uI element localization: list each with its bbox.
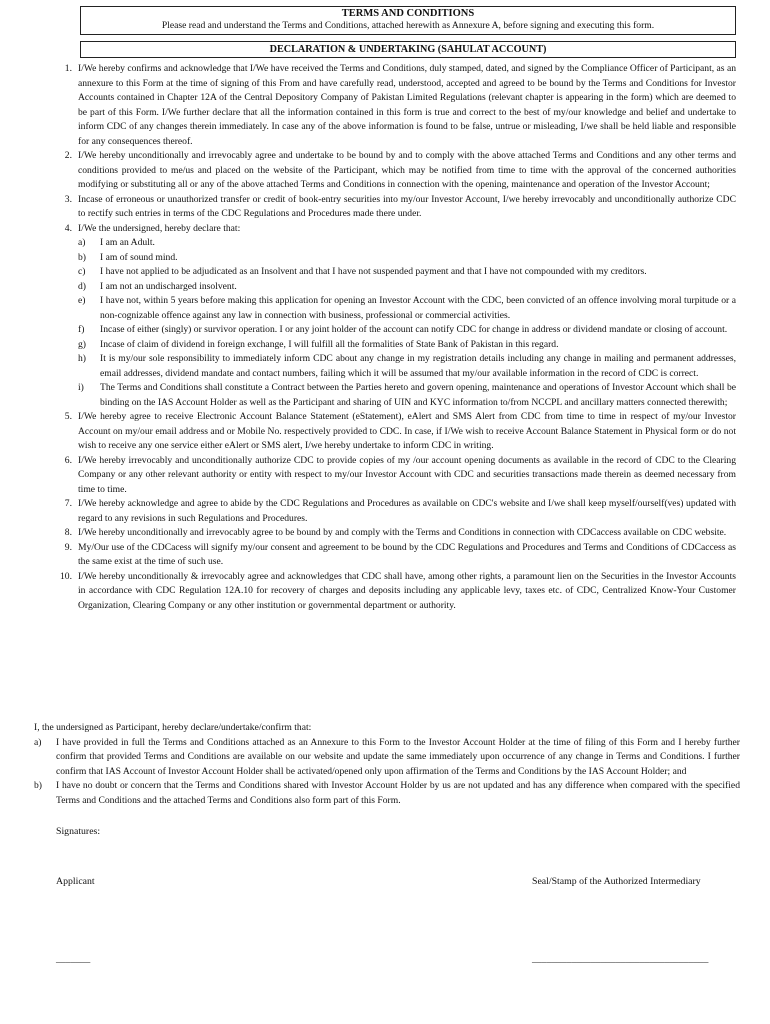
sub-letter: i) — [78, 382, 84, 393]
clause-text: I/We hereby unconditionally and irrevocably agree and undertake to be bound by and to comply with the above attached Terms and Conditions and any other terms and conditions provided to me/us and placed on the website of the Participant, which may be notified from time to time with the approval of the concerned authorities modifying or substituting all or any of the above attached Terms and Conditions in connection with the opening, maintenance and operation of the Investor Account; — [78, 150, 736, 190]
participant-declaration — [34, 721, 740, 808]
clause-number: 5. — [64, 411, 72, 422]
clause-text: I/We hereby acknowledge and agree to abide by the CDC Regulations and Procedures as available on CDC's website and I/we shall keep myself/ourself(ves) updated with regard to any revisions in such Regulations and Procedures. — [78, 498, 736, 524]
clause-5 — [30, 410, 740, 454]
clause-number: 3. — [64, 193, 72, 205]
sub-text: Incase of claim of dividend in foreign exchange, I will fulfill all the formalities of State Bank of Pakistan in this regard. — [100, 338, 559, 350]
clause-7 — [30, 497, 740, 526]
sub-item-c — [78, 265, 736, 280]
clause-6 — [30, 454, 740, 498]
sub-letter: g) — [78, 338, 86, 350]
clause-number: 9. — [64, 541, 72, 553]
sub-text: I am an Adult. — [100, 237, 155, 248]
sub-letter: a) — [78, 237, 86, 248]
clause-number: 8. — [64, 527, 72, 538]
declaration-title: DECLARATION & UNDERTAKING (SAHULAT ACCOUNT) — [80, 41, 736, 58]
terms-title: TERMS AND CONDITIONS — [341, 8, 475, 19]
clause-1 — [30, 62, 740, 149]
participant-letter: b) — [34, 780, 42, 791]
clause-text: I/We hereby unconditionally & irrevocably agree and acknowledges that CDC shall have, among other rights, a paramount lien on the Securities in the Investor Accounts in accordance with CDC Regulation 12A.10 for recovery of charges and deposits including any applicable levy, taxes etc. of CDC, Centralized Know-Your Customer Organization, Clearing Company or any other institution or governmental department or authority. — [78, 570, 736, 611]
participant-item-b — [34, 779, 740, 808]
terms-header-box — [80, 6, 736, 35]
sub-item-e — [78, 294, 736, 323]
clause-2 — [30, 149, 740, 193]
participant-text: I have no doubt or concern that the Terms and Conditions shared with Investor Account Holder by us are not updated and has any difference when compared with the specified Terms and Conditions and the attached Terms and Conditions also form part of this Form. — [56, 780, 740, 806]
sub-item-i — [78, 381, 736, 410]
clause-10 — [30, 570, 740, 614]
sub-item-h — [78, 352, 736, 381]
clause-text: I/We hereby unconditionally and irrevocably agree to be bound by and comply with the Terms and Conditions in connection with CDCaccess available on CDC website. — [78, 527, 727, 538]
participant-text: I have provided in full the Terms and Conditions attached as an Annexure to this Form to the Investor Account Holder at the time of filing of this Form and I hereby further confirm that provided Terms and Conditions are available on our website and update the same immediately upon occurrence of any change in Terms and Conditions. I further confirm that IAS Account of Investor Account Holder shall be activated/opened only upon affirmation of the Terms and Conditions by the IAS Account Holder; and — [56, 736, 740, 777]
sub-letter: f) — [78, 324, 85, 335]
participant-item-a — [34, 736, 740, 780]
sub-letter: h) — [78, 353, 86, 364]
sub-item-f — [78, 323, 736, 338]
applicant-signature-line: _______ — [56, 954, 91, 965]
sub-text: I have not applied to be adjudicated as an Insolvent and that I have not suspended payment and that I have not compounded with my creditors. — [100, 266, 647, 277]
clause-text: I/We hereby agree to receive Electronic Account Balance Statement (eStatement), eAlert and SMS Alert from CDC from time to time in respect of my/our Investor Account on my/our email address and or Mobile No. respectively provided to CDC. In case, if I/We wish to receive Account Balance Statement in Physical form or do not wish to receive any one service either eAlert or SMS alert, I/we hereby undertake to inform CDC in writing. — [78, 411, 736, 451]
sub-letter: d) — [78, 280, 86, 292]
clause-number: 10. — [60, 570, 72, 582]
clause-3 — [30, 193, 740, 222]
terms-subtitle: Please read and understand the Terms and Conditions, attached herewith as Annexure A, before signing and executing this form. — [161, 20, 655, 31]
clause-number: 7. — [64, 498, 72, 509]
clause-9 — [30, 541, 740, 570]
sub-item-a — [78, 236, 736, 251]
signatures-label: Signatures: — [56, 826, 101, 837]
sub-letter: b) — [78, 251, 86, 263]
clause-number: 1. — [64, 63, 72, 74]
sub-text: I have not, within 5 years before making this application for opening an Investor Account with the CDC, been convicted of an offence involving moral turpitude or a non-cognizable offence against any law in connection with business, professional or commercial activities. — [100, 295, 736, 321]
clause-number: 2. — [64, 150, 72, 161]
clause-text: I/We the undersigned, hereby declare that: — [78, 222, 241, 234]
participant-intro: I, the undersigned as Participant, hereby declare/undertake/confirm that: — [34, 722, 312, 733]
sub-text: I am not an undischarged insolvent. — [100, 280, 237, 292]
seal-stamp-label: Seal/Stamp of the Authorized Intermediary — [532, 876, 701, 887]
clause-text: Incase of erroneous or unauthorized transfer or credit of book-entry securities into my/our Investor Account, I/we hereby irrevocably and unconditionally authorize CDC to rectify such entries in terms of the CDC Regulations and Procedures made there under. — [78, 193, 736, 219]
sub-item-b — [78, 251, 736, 266]
sub-text: It is my/our sole responsibility to immediately inform CDC about any change in my registration details including any change in mailing and permanent addresses, email addresses, dividend mandate and contact numbers, failing which it will be assumed that my/our available information in the record of CDC is correct. — [100, 353, 736, 379]
clause-8 — [30, 526, 740, 541]
clause-number: 4. — [64, 222, 72, 234]
intermediary-signature-line: ____________________________________ — [532, 954, 709, 965]
sub-letter: c) — [78, 266, 86, 277]
declaration-clauses — [30, 62, 740, 613]
clause-text: My/Our use of the CDCacess will signify my/our consent and agreement to be bound by the CDC Regulations and Procedures and Terms and Conditions of CDCaccess as the same exist at the time of such use. — [78, 541, 736, 567]
sub-text: The Terms and Conditions shall constitute a Contract between the Parties hereto and govern opening, maintenance and operations of Investor Account which shall be binding on the IAS Account Holder as well as the Participant and sharing of UIN and KYC information to/from NCCPL and ancillary matters connected therewith; — [100, 382, 736, 408]
clause-4-body — [78, 222, 736, 411]
applicant-label: Applicant — [56, 876, 95, 887]
sub-text: I am of sound mind. — [100, 251, 178, 263]
clause-text: I/We hereby confirms and acknowledge that I/We have received the Terms and Conditions, duly stamped, dated, and signed by the Compliance Officer of Participant, as an annexure to this Form at the time of signing of this From and have carefully read, understood, accepted and agreed to be bound by the Terms and Conditions for Investor Accounts contained in Chapter 12A of the Central Depository Company of Pakistan Limited Regulations (relevant chapter is appearing in the form) which are deemed to be part of this Form. I/We further declare that all the information contained in this form is true and correct to the best of my/our knowledge and belief and undertake to inform CDC of any changes therein immediately. In case any of the above information is found to be false, untrue or misleading, I/we shall be held liable and responsible for any consequences thereof. — [78, 63, 736, 147]
clause-number: 6. — [64, 454, 72, 466]
sub-item-d — [78, 280, 736, 295]
participant-letter: a) — [34, 736, 42, 748]
sub-item-g — [78, 338, 736, 353]
sub-letter: e) — [78, 295, 86, 306]
clause-text: I/We hereby irrevocably and unconditionally authorize CDC to provide copies of my /our account opening documents as available in the record of CDC to the Clearing Company or any other relevant authority or entity with respect to my/our Investor Account with CDC and securities transactions made therein as deemed necessary from time to time. — [78, 454, 736, 495]
sub-text: Incase of either (singly) or survivor operation. I or any joint holder of the account can notify CDC for change in address or dividend mandate or closing of account. — [100, 324, 728, 335]
clause-4 — [30, 222, 740, 411]
